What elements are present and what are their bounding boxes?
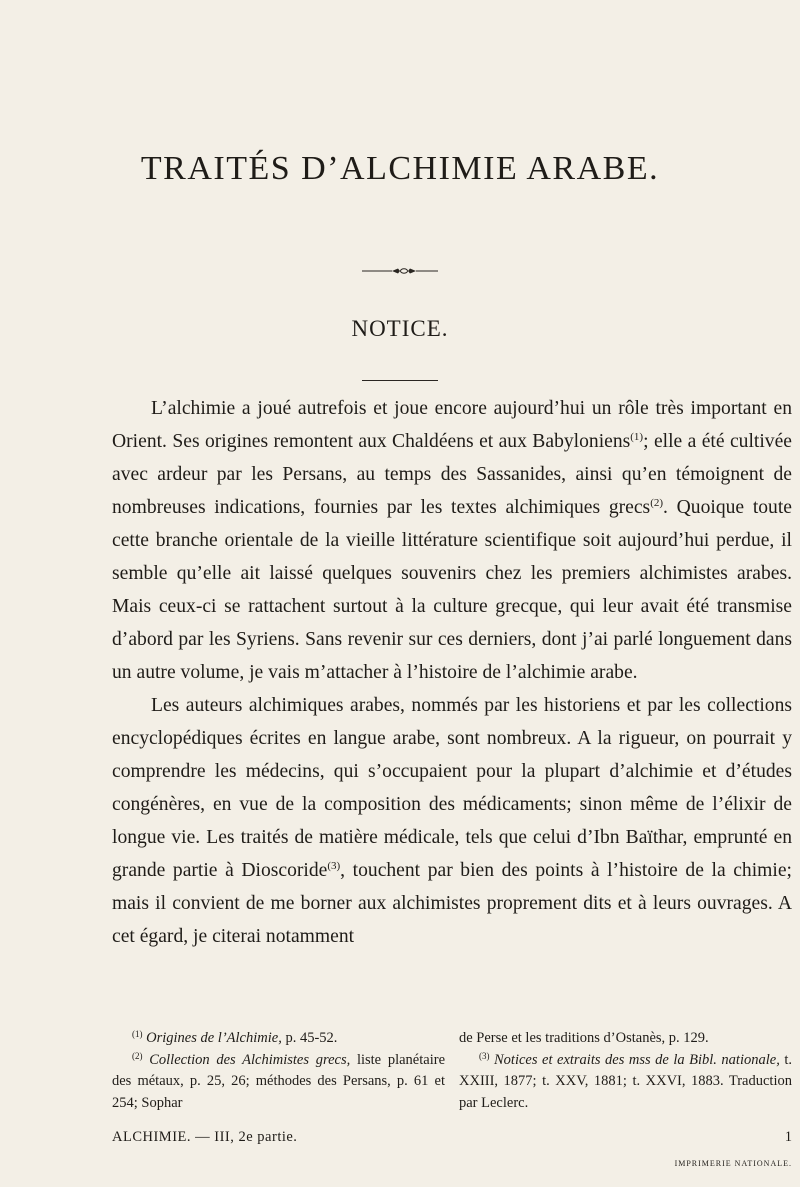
imprint-mark: IMPRIMERIE NATIONALE.	[674, 1159, 792, 1168]
footnote-2-text: liste planétaire des métaux, p. 25, 26; méthodes des Persans, p. 61 et 254; Sophar	[112, 1051, 446, 1111]
paragraph-1-text-b: ; elle a été cultivée avec ardeur par les Persans, au temps des Sassanides, ainsi qu’en témoignent de nombreuses indications, fournies par les textes alchimiques grecs	[112, 431, 792, 518]
footnote-2-title: Collection des Alchimistes grecs,	[149, 1051, 351, 1068]
footnote-ref-1: (1)	[630, 431, 644, 443]
footnote-1-text: p. 45-52.	[281, 1030, 338, 1046]
printer-signature: ALCHIMIE. — III, 2e partie.	[112, 1129, 298, 1145]
page-number: 1	[784, 1129, 792, 1145]
footnote-2-mark: (2)	[132, 1050, 143, 1061]
footnote-1-mark: (1)	[132, 1029, 143, 1039]
footnote-3-text: t. XXIII, 1877; t. XXV, 1881; t. XXVI, 1883. Traduction par Leclerc.	[459, 1051, 792, 1111]
paragraph-1	[112, 392, 792, 689]
section-rule	[362, 380, 438, 381]
body-text	[112, 392, 792, 953]
footnotes-right-column	[459, 1028, 792, 1114]
footnote-1-title: Origines de l’Alchimie,	[146, 1030, 282, 1046]
ornament-divider-icon	[362, 268, 438, 274]
paragraph-2-text-a: Les auteurs alchimiques arabes, nommés par les historiens et par les collections encyclopédiques écrites en langue arabe, sont nombreux. A la rigueur, on pourrait y comprendre les médecins, qui s’occupaient pour la plupart d’alchimie et d’études congénères, en vue de la composition des médicaments; sinon même de l’élixir de longue vie. Les traités de matière médicale, tels que celui d’Ibn Baïthar, emprunté en grande partie à Dioscoride	[112, 695, 792, 881]
footnote-ref-2: (2)	[650, 497, 664, 509]
paragraph-1-text-c: . Quoique toute cette branche orientale de la vieille littérature scientifique soit aujourd’hui perdue, il semble qu’elle ait laissé quelques souvenirs chez les premiers alchimistes arabes. Mais ceux-ci se rattachent surtout à la culture grecque, qui leur avait été transmise d’abord par les Syriens. Sans revenir sur ces derniers, dont j’ai parlé longuement dans un autre volume, je vais m’attacher à l’histoire de l’alchimie arabe.	[112, 497, 792, 683]
paragraph-1-text-a: L’alchimie a joué autrefois et joue encore aujourd’hui un rôle très important en Orient. Ses origines remontent aux Chaldéens et aux Babyloniens	[112, 398, 792, 452]
footnotes-left-column	[112, 1028, 445, 1114]
footnote-3-mark: (3)	[479, 1050, 490, 1061]
footnote-3-title: Notices et extraits des mss de la Bibl. nationale,	[494, 1051, 780, 1068]
footnote-2	[112, 1050, 445, 1115]
paragraph-2-text-b: , touchent par bien des points à l’histoire de la chimie; mais il convient de me borner aux alchimistes proprement dits et à leurs ouvrages. A cet égard, je citerai notamment	[112, 860, 792, 947]
footnote-3	[459, 1050, 792, 1115]
main-title: TRAITÉS D’ALCHIMIE ARABE.	[140, 150, 660, 187]
section-title: NOTICE.	[351, 316, 449, 341]
footnote-ref-3: (3)	[327, 860, 341, 872]
footer	[112, 1129, 792, 1146]
footnotes	[112, 1028, 792, 1114]
paragraph-2	[112, 689, 792, 953]
footnote-1	[112, 1028, 445, 1050]
footnote-2-continued: de Perse et les traditions d’Ostanès, p. 129.	[459, 1030, 709, 1046]
